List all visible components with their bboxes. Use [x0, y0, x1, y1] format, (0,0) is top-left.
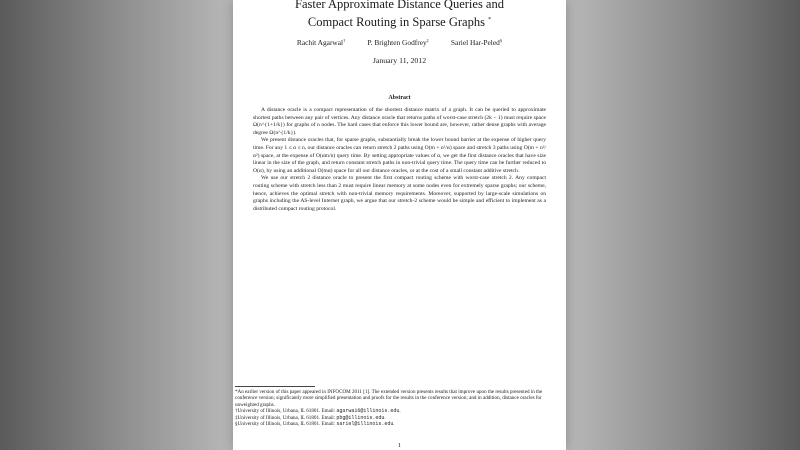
paper-title [233, 0, 566, 30]
footnote-dagger: †University of Illinois, Urbana, IL 61801. Email: agarwa16@illinois.edu. [235, 408, 401, 415]
abstract-paragraph-3: We use our stretch 2 distance oracle to present the first compact routing scheme with worst-case stretch 2. Any compact routing scheme with stretch less than 2 must require linear memory at some nodes even for extremely sparse graphs; our scheme, hence, achieves the optimal stretch with non-trivial memory requirements. Moreover, supported by large-scale simulations on graphs including the AS-level Internet graph, we argue that our stretch-2 scheme would be simple and efficient to implement as a distributed compact routing protocol. [253, 175, 546, 212]
footnote-star: *An earlier version of this paper appeared in INFOCOM 2011 [1]. The extended version presents results that improve upon the results presented in the conference version; significantly more simplified presentation and proofs for the results in the conference version; and in addition, distance oracles for unweighted graphs. [235, 389, 543, 408]
footnote-rule [235, 386, 315, 387]
paper-page [233, 0, 566, 450]
email-godfrey[interactable]: pbg@illinois.edu [336, 414, 385, 421]
abstract-paragraph-1: A distance oracle is a compact representation of the shortest distance matrix of a graph. It can be queried to approximate shortest paths between any pair of vertices. Any distance oracle that returns paths of worst-case stretch (2k − 1) must require space Ω(n^{1+1/k}) for graphs of n nodes. The hard cases that enforce this lower bound are, however, rather dense graphs with average degree Ω(n^{1/k}). [253, 107, 546, 136]
abstract-paragraph-2: We present distance oracles that, for sparse graphs, substantially break the lower bound barrier at the expense of higher query time. For any 1 ≤ α ≤ n, our distance oracles can return stretch 2 paths using O(m + n²/α) space and stretch 3 paths using O(m + n²/α²) space, at the expense of O(αm/n) query time. By setting appropriate values of α, we get the first distance oracles that have size linear in the size of the graph, and return constant stretch paths in non-trivial query time. The query time can be further reduced to O(α), by using an additional O(mα) space for all our distance oracles, or at the cost of a small constant additive stretch. [253, 137, 546, 174]
author-godfrey: P. Brighten Godfrey‡ [367, 38, 429, 47]
abstract-body [253, 107, 546, 213]
email-har-peled[interactable]: sariel@illinois.edu [336, 421, 394, 428]
author-list [233, 38, 566, 47]
footnote-section: §University of Illinois, Urbana, IL 61801. Email: sariel@illinois.edu. [235, 421, 395, 428]
title-footnote-mark: * [488, 17, 492, 23]
email-agarwal[interactable]: agarwa16@illinois.edu [336, 408, 400, 415]
abstract-heading: Abstract [388, 95, 411, 101]
author-agarwal: Rachit Agarwal† [296, 38, 346, 47]
title-line-2: Compact Routing in Sparse Graphs [307, 15, 485, 29]
title-line-1: Faster Approximate Distance Queries and [295, 0, 504, 11]
paper-date: January 11, 2012 [372, 56, 427, 65]
page-number: 1 [397, 442, 402, 449]
author-har-peled: Sariel Har-Peled§ [450, 38, 503, 47]
footnotes [235, 386, 565, 427]
footnote-ddagger: ‡University of Illinois, Urbana, IL 61801. Email: pbg@illinois.edu. [235, 414, 386, 421]
